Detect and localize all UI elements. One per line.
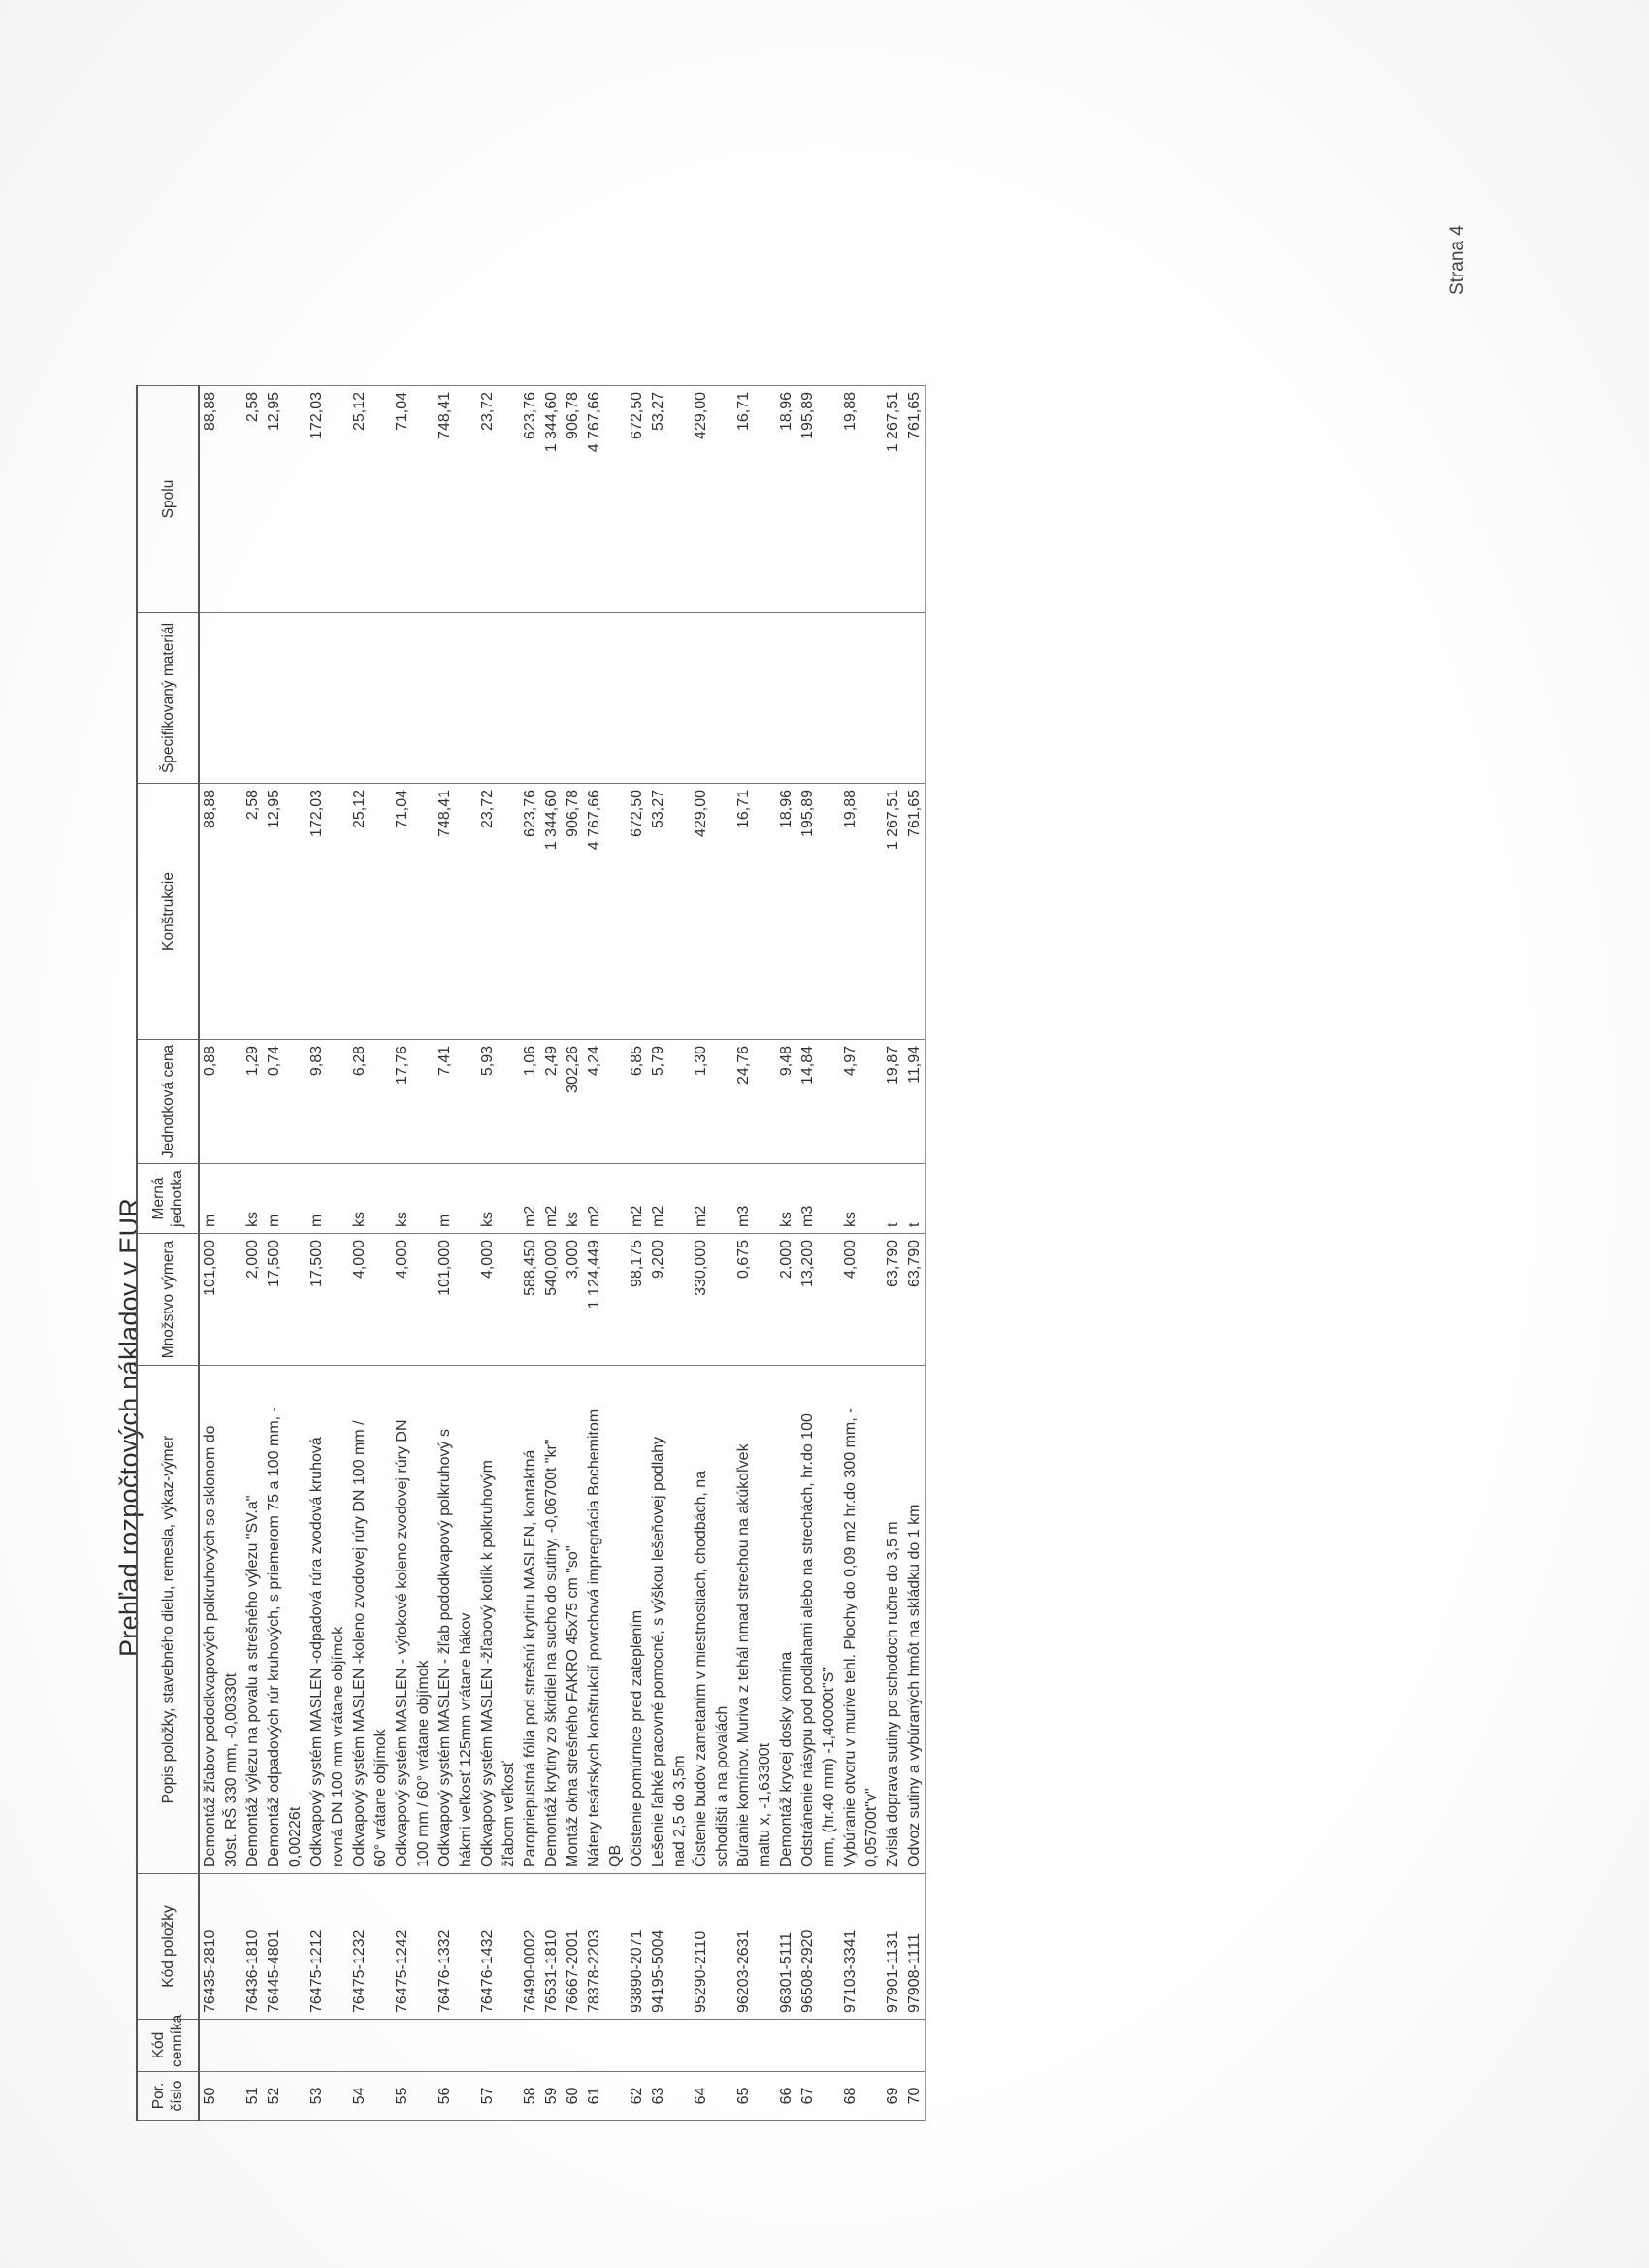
- cell-jednotkova-cena: 24,76: [733, 1040, 776, 1164]
- cell-popis-polozky: [797, 1366, 840, 1874]
- cell-popis-polozky: [435, 1366, 477, 1874]
- cell-konstrukcie: 88,88: [199, 784, 242, 1040]
- cell-konstrukcie: 4 767,66: [584, 784, 627, 1040]
- table-row: [520, 386, 541, 2121]
- cell-kod-polozky: 96508-2920: [797, 1874, 840, 2020]
- cell-merna-jednotka: m2: [584, 1164, 627, 1234]
- cell-kod-polozky: 93890-2071: [627, 1874, 648, 2020]
- table-row: [477, 386, 520, 2121]
- cell-mnozstvo: 98,175: [627, 1234, 648, 1366]
- cell-spolu: 623,76: [520, 386, 541, 613]
- popis-line: Paropriepustná fólia pod strešnú krytinu MASLEN, kontaktná: [522, 1449, 538, 1867]
- popis-line: schodišti a na povalách: [714, 1705, 730, 1867]
- cell-jednotkova-cena: 4,24: [584, 1040, 627, 1164]
- cell-kod-cennika: [563, 2020, 584, 2072]
- table-row: [392, 386, 435, 2121]
- cell-popis-polozky: [584, 1366, 627, 1874]
- cell-popis-polozky: [563, 1366, 584, 1874]
- cell-jednotkova-cena: 1,30: [691, 1040, 733, 1164]
- cell-kod-polozky: 76445-4801: [264, 1874, 307, 2020]
- cell-kod-cennika: [733, 2020, 776, 2072]
- cell-konstrukcie: 23,72: [477, 784, 520, 1040]
- cell-mnozstvo: 63,790: [883, 1234, 904, 1366]
- cell-kod-cennika: [435, 2020, 477, 2072]
- header-specifikovany-material: Špecifikovaný materiál: [137, 613, 199, 784]
- cell-por-cislo: 52: [264, 2072, 307, 2121]
- cell-spolu: 429,00: [691, 386, 733, 613]
- cell-merna-jednotka: m: [435, 1164, 477, 1234]
- popis-line: Demontáž výlezu na povalu a strešného výlezu "SV.a": [244, 1495, 261, 1867]
- cell-merna-jednotka: m2: [691, 1164, 733, 1234]
- popis-line: Demontáž krycej dosky komína: [778, 1651, 794, 1867]
- cell-konstrukcie: 53,27: [648, 784, 691, 1040]
- cell-kod-cennika: [477, 2020, 520, 2072]
- cell-kod-polozky: 76667-2001: [563, 1874, 584, 2020]
- cell-popis-polozky: [776, 1366, 797, 1874]
- cell-por-cislo: 62: [627, 2072, 648, 2121]
- cell-merna-jednotka: m3: [733, 1164, 776, 1234]
- cell-specifikovany-material: [349, 613, 392, 784]
- cell-konstrukcie: 25,12: [349, 784, 392, 1040]
- cell-specifikovany-material: [264, 613, 307, 784]
- cell-konstrukcie: 1 267,51: [883, 784, 904, 1040]
- table-row: [883, 386, 904, 2121]
- cell-merna-jednotka: m2: [627, 1164, 648, 1234]
- cell-mnozstvo: 1 124,449: [584, 1234, 627, 1366]
- cell-por-cislo: 61: [584, 2072, 627, 2121]
- cell-spolu: 88,88: [199, 386, 242, 613]
- cell-popis-polozky: [733, 1366, 776, 1874]
- popis-line: Nátery tesárskych konštrukcií povrchová impregnácia Bochemitom: [586, 1409, 602, 1867]
- cell-spolu: 748,41: [435, 386, 477, 613]
- cell-kod-cennika: [797, 2020, 840, 2072]
- cell-konstrukcie: 19,88: [840, 784, 883, 1040]
- cell-kod-polozky: 97103-3341: [840, 1874, 883, 2020]
- cell-por-cislo: 70: [904, 2072, 926, 2121]
- header-kod-cennika: Kód cenníka: [137, 2020, 199, 2072]
- header-konstrukcie: Konštrukcie: [137, 784, 199, 1040]
- cell-jednotkova-cena: 302,26: [563, 1040, 584, 1164]
- cell-popis-polozky: [307, 1366, 349, 1874]
- cell-kod-polozky: 97908-1111: [904, 1874, 926, 2020]
- cell-spolu: 672,50: [627, 386, 648, 613]
- table-row: [797, 386, 840, 2121]
- cell-por-cislo: 64: [691, 2072, 733, 2121]
- cell-konstrukcie: 1 344,60: [541, 784, 563, 1040]
- popis-line: 30st. RŠ 330 mm, -0,00330t: [223, 1672, 240, 1867]
- cell-jednotkova-cena: 5,79: [648, 1040, 691, 1164]
- popis-line: Zvislá doprava sutiny po schodoch ručne do 3,5 m: [885, 1521, 901, 1867]
- popis-line: Demontáž odpadových rúr kruhových, s priemerom 75 a 100 mm, -: [266, 1407, 282, 1867]
- cell-popis-polozky: [883, 1366, 904, 1874]
- cell-kod-cennika: [840, 2020, 883, 2072]
- cell-popis-polozky: [904, 1366, 926, 1874]
- cell-specifikovany-material: [242, 613, 264, 784]
- cell-por-cislo: 67: [797, 2072, 840, 2121]
- cell-popis-polozky: [691, 1366, 733, 1874]
- popis-line: Odkvapový systém MASLEN - žľab pododkvapový polkruhový s: [436, 1429, 453, 1867]
- cell-kod-polozky: 76436-1810: [242, 1874, 264, 2020]
- cell-mnozstvo: 9,200: [648, 1234, 691, 1366]
- cell-jednotkova-cena: 0,88: [199, 1040, 242, 1164]
- cell-jednotkova-cena: 5,93: [477, 1040, 520, 1164]
- cell-kod-cennika: [264, 2020, 307, 2072]
- cell-kod-polozky: 76476-1432: [477, 1874, 520, 2020]
- cell-mnozstvo: 2,000: [776, 1234, 797, 1366]
- cell-popis-polozky: [392, 1366, 435, 1874]
- cell-kod-polozky: 76435-2810: [199, 1874, 242, 2020]
- cell-specifikovany-material: [733, 613, 776, 784]
- cell-kod-polozky: 97901-1131: [883, 1874, 904, 2020]
- cell-popis-polozky: [541, 1366, 563, 1874]
- cell-konstrukcie: 195,89: [797, 784, 840, 1040]
- cell-mnozstvo: 4,000: [349, 1234, 392, 1366]
- popis-line: 0,00226t: [287, 1806, 304, 1867]
- cell-merna-jednotka: t: [883, 1164, 904, 1234]
- cell-por-cislo: 68: [840, 2072, 883, 2121]
- table-row: [563, 386, 584, 2121]
- cell-popis-polozky: [264, 1366, 307, 1874]
- popis-line: hákmi veľkosť 125mm vrátane hákov: [458, 1612, 474, 1867]
- popis-line: žľabom veľkosť: [501, 1761, 517, 1867]
- cell-merna-jednotka: ks: [477, 1164, 520, 1234]
- cell-merna-jednotka: ks: [349, 1164, 392, 1234]
- cell-por-cislo: 63: [648, 2072, 691, 2121]
- popis-line: 0,05700t"v": [863, 1788, 880, 1867]
- table-row: [435, 386, 477, 2121]
- cell-specifikovany-material: [541, 613, 563, 784]
- budget-cost-table: [136, 385, 926, 2121]
- cell-konstrukcie: 12,95: [264, 784, 307, 1040]
- cell-specifikovany-material: [563, 613, 584, 784]
- cell-kod-polozky: 76475-1242: [392, 1874, 435, 2020]
- cell-spolu: 71,04: [392, 386, 435, 613]
- cell-kod-cennika: [648, 2020, 691, 2072]
- cell-mnozstvo: 4,000: [477, 1234, 520, 1366]
- header-mnozstvo: Množstvo výmera: [137, 1234, 199, 1366]
- cell-specifikovany-material: [797, 613, 840, 784]
- popis-line: nad 2,5 do 3,5m: [671, 1755, 688, 1867]
- cell-konstrukcie: 748,41: [435, 784, 477, 1040]
- cell-jednotkova-cena: 19,87: [883, 1040, 904, 1164]
- cell-kod-polozky: 78378-2203: [584, 1874, 627, 2020]
- cell-spolu: 4 767,66: [584, 386, 627, 613]
- cell-kod-polozky: 94195-5004: [648, 1874, 691, 2020]
- cell-specifikovany-material: [520, 613, 541, 784]
- cell-konstrukcie: 761,65: [904, 784, 926, 1040]
- cell-mnozstvo: 0,675: [733, 1234, 776, 1366]
- popis-line: Montáž okna strešného FAKRO 45x75 cm "so": [565, 1545, 581, 1867]
- cell-kod-cennika: [883, 2020, 904, 2072]
- cell-mnozstvo: 63,790: [904, 1234, 926, 1366]
- cell-spolu: 25,12: [349, 386, 392, 613]
- cell-kod-polozky: 96203-2631: [733, 1874, 776, 2020]
- cell-merna-jednotka: m2: [541, 1164, 563, 1234]
- table-row: [648, 386, 691, 2121]
- cell-merna-jednotka: ks: [392, 1164, 435, 1234]
- cell-kod-polozky: 76475-1232: [349, 1874, 392, 2020]
- cell-jednotkova-cena: 4,97: [840, 1040, 883, 1164]
- table-body: [199, 386, 926, 2121]
- popis-line: QB: [607, 1844, 624, 1867]
- cell-mnozstvo: 4,000: [392, 1234, 435, 1366]
- cell-merna-jednotka: ks: [563, 1164, 584, 1234]
- popis-line: Lešenie ľahké pracovné pomocné, s výškou lešeňovej podlahy: [650, 1436, 666, 1867]
- table-row: [627, 386, 648, 2121]
- cell-kod-cennika: [349, 2020, 392, 2072]
- cell-kod-cennika: [307, 2020, 349, 2072]
- cell-specifikovany-material: [307, 613, 349, 784]
- popis-line: Vybúranie otvoru v murive tehl. Plochy do 0,09 m2 hr.do 300 mm, -: [842, 1408, 858, 1867]
- cell-jednotkova-cena: 2,49: [541, 1040, 563, 1164]
- cell-mnozstvo: 101,000: [435, 1234, 477, 1366]
- cell-specifikovany-material: [627, 613, 648, 784]
- cell-specifikovany-material: [584, 613, 627, 784]
- cell-mnozstvo: 17,500: [307, 1234, 349, 1366]
- cell-mnozstvo: 101,000: [199, 1234, 242, 1366]
- cell-por-cislo: 53: [307, 2072, 349, 2121]
- table-row: [307, 386, 349, 2121]
- cell-mnozstvo: 4,000: [840, 1234, 883, 1366]
- cell-konstrukcie: 672,50: [627, 784, 648, 1040]
- cell-konstrukcie: 172,03: [307, 784, 349, 1040]
- cell-merna-jednotka: m: [199, 1164, 242, 1234]
- cell-jednotkova-cena: 7,41: [435, 1040, 477, 1164]
- header-jednotkova-cena: Jednotková cena: [137, 1040, 199, 1164]
- table-row: [264, 386, 307, 2121]
- cell-popis-polozky: [648, 1366, 691, 1874]
- cell-specifikovany-material: [776, 613, 797, 784]
- cell-merna-jednotka: m: [307, 1164, 349, 1234]
- cell-specifikovany-material: [883, 613, 904, 784]
- cell-popis-polozky: [242, 1366, 264, 1874]
- cell-popis-polozky: [349, 1366, 392, 1874]
- cell-jednotkova-cena: 1,06: [520, 1040, 541, 1164]
- table-row: [349, 386, 392, 2121]
- popis-line: Odstránenie násypu pod podlahami alebo na strechách, hr.do 100: [799, 1413, 816, 1867]
- table-row: [776, 386, 797, 2121]
- table-row: [691, 386, 733, 2121]
- cell-kod-cennika: [392, 2020, 435, 2072]
- cell-merna-jednotka: m: [264, 1164, 307, 1234]
- header-kod-polozky: Kód položky: [137, 1874, 199, 2020]
- cell-spolu: 195,89: [797, 386, 840, 613]
- cell-specifikovany-material: [392, 613, 435, 784]
- table-row: [242, 386, 264, 2121]
- cell-specifikovany-material: [691, 613, 733, 784]
- cell-merna-jednotka: ks: [840, 1164, 883, 1234]
- cell-spolu: 19,88: [840, 386, 883, 613]
- cell-por-cislo: 51: [242, 2072, 264, 2121]
- cell-por-cislo: 65: [733, 2072, 776, 2121]
- cell-jednotkova-cena: 9,83: [307, 1040, 349, 1164]
- popis-line: Odkvapový systém MASLEN -žľabový kotlík k polkruhovým: [479, 1460, 496, 1867]
- cell-jednotkova-cena: 6,85: [627, 1040, 648, 1164]
- cell-jednotkova-cena: 9,48: [776, 1040, 797, 1164]
- cell-por-cislo: 55: [392, 2072, 435, 2121]
- popis-line: rovná DN 100 mm vrátane objímok: [330, 1626, 346, 1867]
- cell-jednotkova-cena: 1,29: [242, 1040, 264, 1164]
- cell-mnozstvo: 13,200: [797, 1234, 840, 1366]
- cell-merna-jednotka: m2: [648, 1164, 691, 1234]
- cell-por-cislo: 54: [349, 2072, 392, 2121]
- cell-kod-polozky: 76531-1810: [541, 1874, 563, 2020]
- cell-kod-cennika: [520, 2020, 541, 2072]
- cell-por-cislo: 58: [520, 2072, 541, 2121]
- cell-mnozstvo: 3,000: [563, 1234, 584, 1366]
- cell-konstrukcie: 71,04: [392, 784, 435, 1040]
- cell-kod-cennika: [627, 2020, 648, 2072]
- cell-spolu: 172,03: [307, 386, 349, 613]
- cell-specifikovany-material: [477, 613, 520, 784]
- popis-line: mm, (hr.40 mm) -1,40000t"S": [821, 1667, 837, 1867]
- cell-jednotkova-cena: 14,84: [797, 1040, 840, 1164]
- cell-kod-cennika: [199, 2020, 242, 2072]
- cell-popis-polozky: [627, 1366, 648, 1874]
- cell-popis-polozky: [520, 1366, 541, 1874]
- cell-kod-cennika: [242, 2020, 264, 2072]
- cell-spolu: 23,72: [477, 386, 520, 613]
- cell-por-cislo: 57: [477, 2072, 520, 2121]
- cell-jednotkova-cena: 0,74: [264, 1040, 307, 1164]
- cell-por-cislo: 66: [776, 2072, 797, 2121]
- cell-jednotkova-cena: 6,28: [349, 1040, 392, 1164]
- cell-spolu: 906,78: [563, 386, 584, 613]
- cell-konstrukcie: 906,78: [563, 784, 584, 1040]
- table-row: [541, 386, 563, 2121]
- cell-spolu: 53,27: [648, 386, 691, 613]
- cell-kod-cennika: [904, 2020, 926, 2072]
- cell-mnozstvo: 2,000: [242, 1234, 264, 1366]
- cell-konstrukcie: 429,00: [691, 784, 733, 1040]
- cell-por-cislo: 69: [883, 2072, 904, 2121]
- cell-konstrukcie: 18,96: [776, 784, 797, 1040]
- cell-merna-jednotka: t: [904, 1164, 926, 1234]
- popis-line: Demontáž krytiny zo škridiel na sucho do sutiny, -0,06700t "kr": [543, 1439, 560, 1867]
- cell-popis-polozky: [840, 1366, 883, 1874]
- popis-line: maltu x, -1,63300t: [757, 1742, 773, 1867]
- cell-mnozstvo: 540,000: [541, 1234, 563, 1366]
- table-row: [199, 386, 242, 2121]
- header-popis-polozky: Popis položky, stavebného dielu, remesla, výkaz-výmer: [137, 1366, 199, 1874]
- popis-line: Demontáž žľabov pododkvapových polkruhových so sklonom do: [202, 1425, 218, 1867]
- cell-por-cislo: 56: [435, 2072, 477, 2121]
- popis-line: Očistenie pomúrnice pred zateplením: [629, 1609, 645, 1867]
- cell-mnozstvo: 330,000: [691, 1234, 733, 1366]
- popis-line: 100 mm / 60° vrátane objímok: [415, 1660, 432, 1867]
- header-spolu: Spolu: [137, 386, 199, 613]
- cell-specifikovany-material: [435, 613, 477, 784]
- cell-spolu: 761,65: [904, 386, 926, 613]
- cell-kod-polozky: 76490-0002: [520, 1874, 541, 2020]
- cell-merna-jednotka: ks: [242, 1164, 264, 1234]
- cell-spolu: 18,96: [776, 386, 797, 613]
- header-por-cislo: Por. číslo: [137, 2072, 199, 2121]
- cell-jednotkova-cena: 17,76: [392, 1040, 435, 1164]
- cell-specifikovany-material: [648, 613, 691, 784]
- cell-spolu: 1 267,51: [883, 386, 904, 613]
- cell-spolu: 1 344,60: [541, 386, 563, 613]
- document-title: Prehľad rozpočtových nákladov v EUR: [114, 1197, 144, 1657]
- cell-konstrukcie: 623,76: [520, 784, 541, 1040]
- table-row: [840, 386, 883, 2121]
- cell-specifikovany-material: [840, 613, 883, 784]
- cell-spolu: 2,58: [242, 386, 264, 613]
- popis-line: 60° vrátane objímok: [372, 1729, 389, 1867]
- cell-spolu: 16,71: [733, 386, 776, 613]
- cell-mnozstvo: 588,450: [520, 1234, 541, 1366]
- cell-specifikovany-material: [904, 613, 926, 784]
- cell-mnozstvo: 17,500: [264, 1234, 307, 1366]
- cell-kod-polozky: 96301-5111: [776, 1874, 797, 2020]
- popis-line: Odkvapový systém MASLEN -odpadová rúra zvodová kruhová: [308, 1437, 325, 1867]
- table-header-row: [137, 386, 199, 2121]
- cell-popis-polozky: [199, 1366, 242, 1874]
- popis-line: Čistenie budov zametaním v miestnostiach, chodbách, na: [693, 1470, 709, 1867]
- cell-por-cislo: 50: [199, 2072, 242, 2121]
- cell-kod-cennika: [776, 2020, 797, 2072]
- popis-line: Odkvapový systém MASLEN - výtokové koleno zvodovej rúry DN: [394, 1419, 410, 1867]
- header-merna-jednotka: Merná jednotka: [137, 1164, 199, 1234]
- table-row: [584, 386, 627, 2121]
- cell-kod-polozky: 95290-2110: [691, 1874, 733, 2020]
- cell-konstrukcie: 16,71: [733, 784, 776, 1040]
- cell-merna-jednotka: ks: [776, 1164, 797, 1234]
- cell-kod-cennika: [584, 2020, 627, 2072]
- cell-popis-polozky: [477, 1366, 520, 1874]
- cell-por-cislo: 59: [541, 2072, 563, 2121]
- cell-merna-jednotka: m2: [520, 1164, 541, 1234]
- cell-por-cislo: 60: [563, 2072, 584, 2121]
- cell-kod-polozky: 76475-1212: [307, 1874, 349, 2020]
- table-row: [904, 386, 926, 2121]
- popis-line: Odkvapový systém MASLEN -koleno zvodovej rúry DN 100 mm /: [351, 1420, 368, 1867]
- popis-line: Búranie komínov. Muriva z tehál nmad strechou na akúkoľvek: [735, 1443, 752, 1867]
- cell-konstrukcie: 2,58: [242, 784, 264, 1040]
- cell-merna-jednotka: m3: [797, 1164, 840, 1234]
- page-number: Strana 4: [1447, 225, 1468, 295]
- cell-kod-polozky: 76476-1332: [435, 1874, 477, 2020]
- cell-kod-cennika: [691, 2020, 733, 2072]
- popis-line: Odvoz sutiny a vybúraných hmôt na skládku do 1 km: [906, 1504, 922, 1867]
- cell-specifikovany-material: [199, 613, 242, 784]
- cell-spolu: 12,95: [264, 386, 307, 613]
- cell-jednotkova-cena: 11,94: [904, 1040, 926, 1164]
- table-row: [733, 386, 776, 2121]
- cell-kod-cennika: [541, 2020, 563, 2072]
